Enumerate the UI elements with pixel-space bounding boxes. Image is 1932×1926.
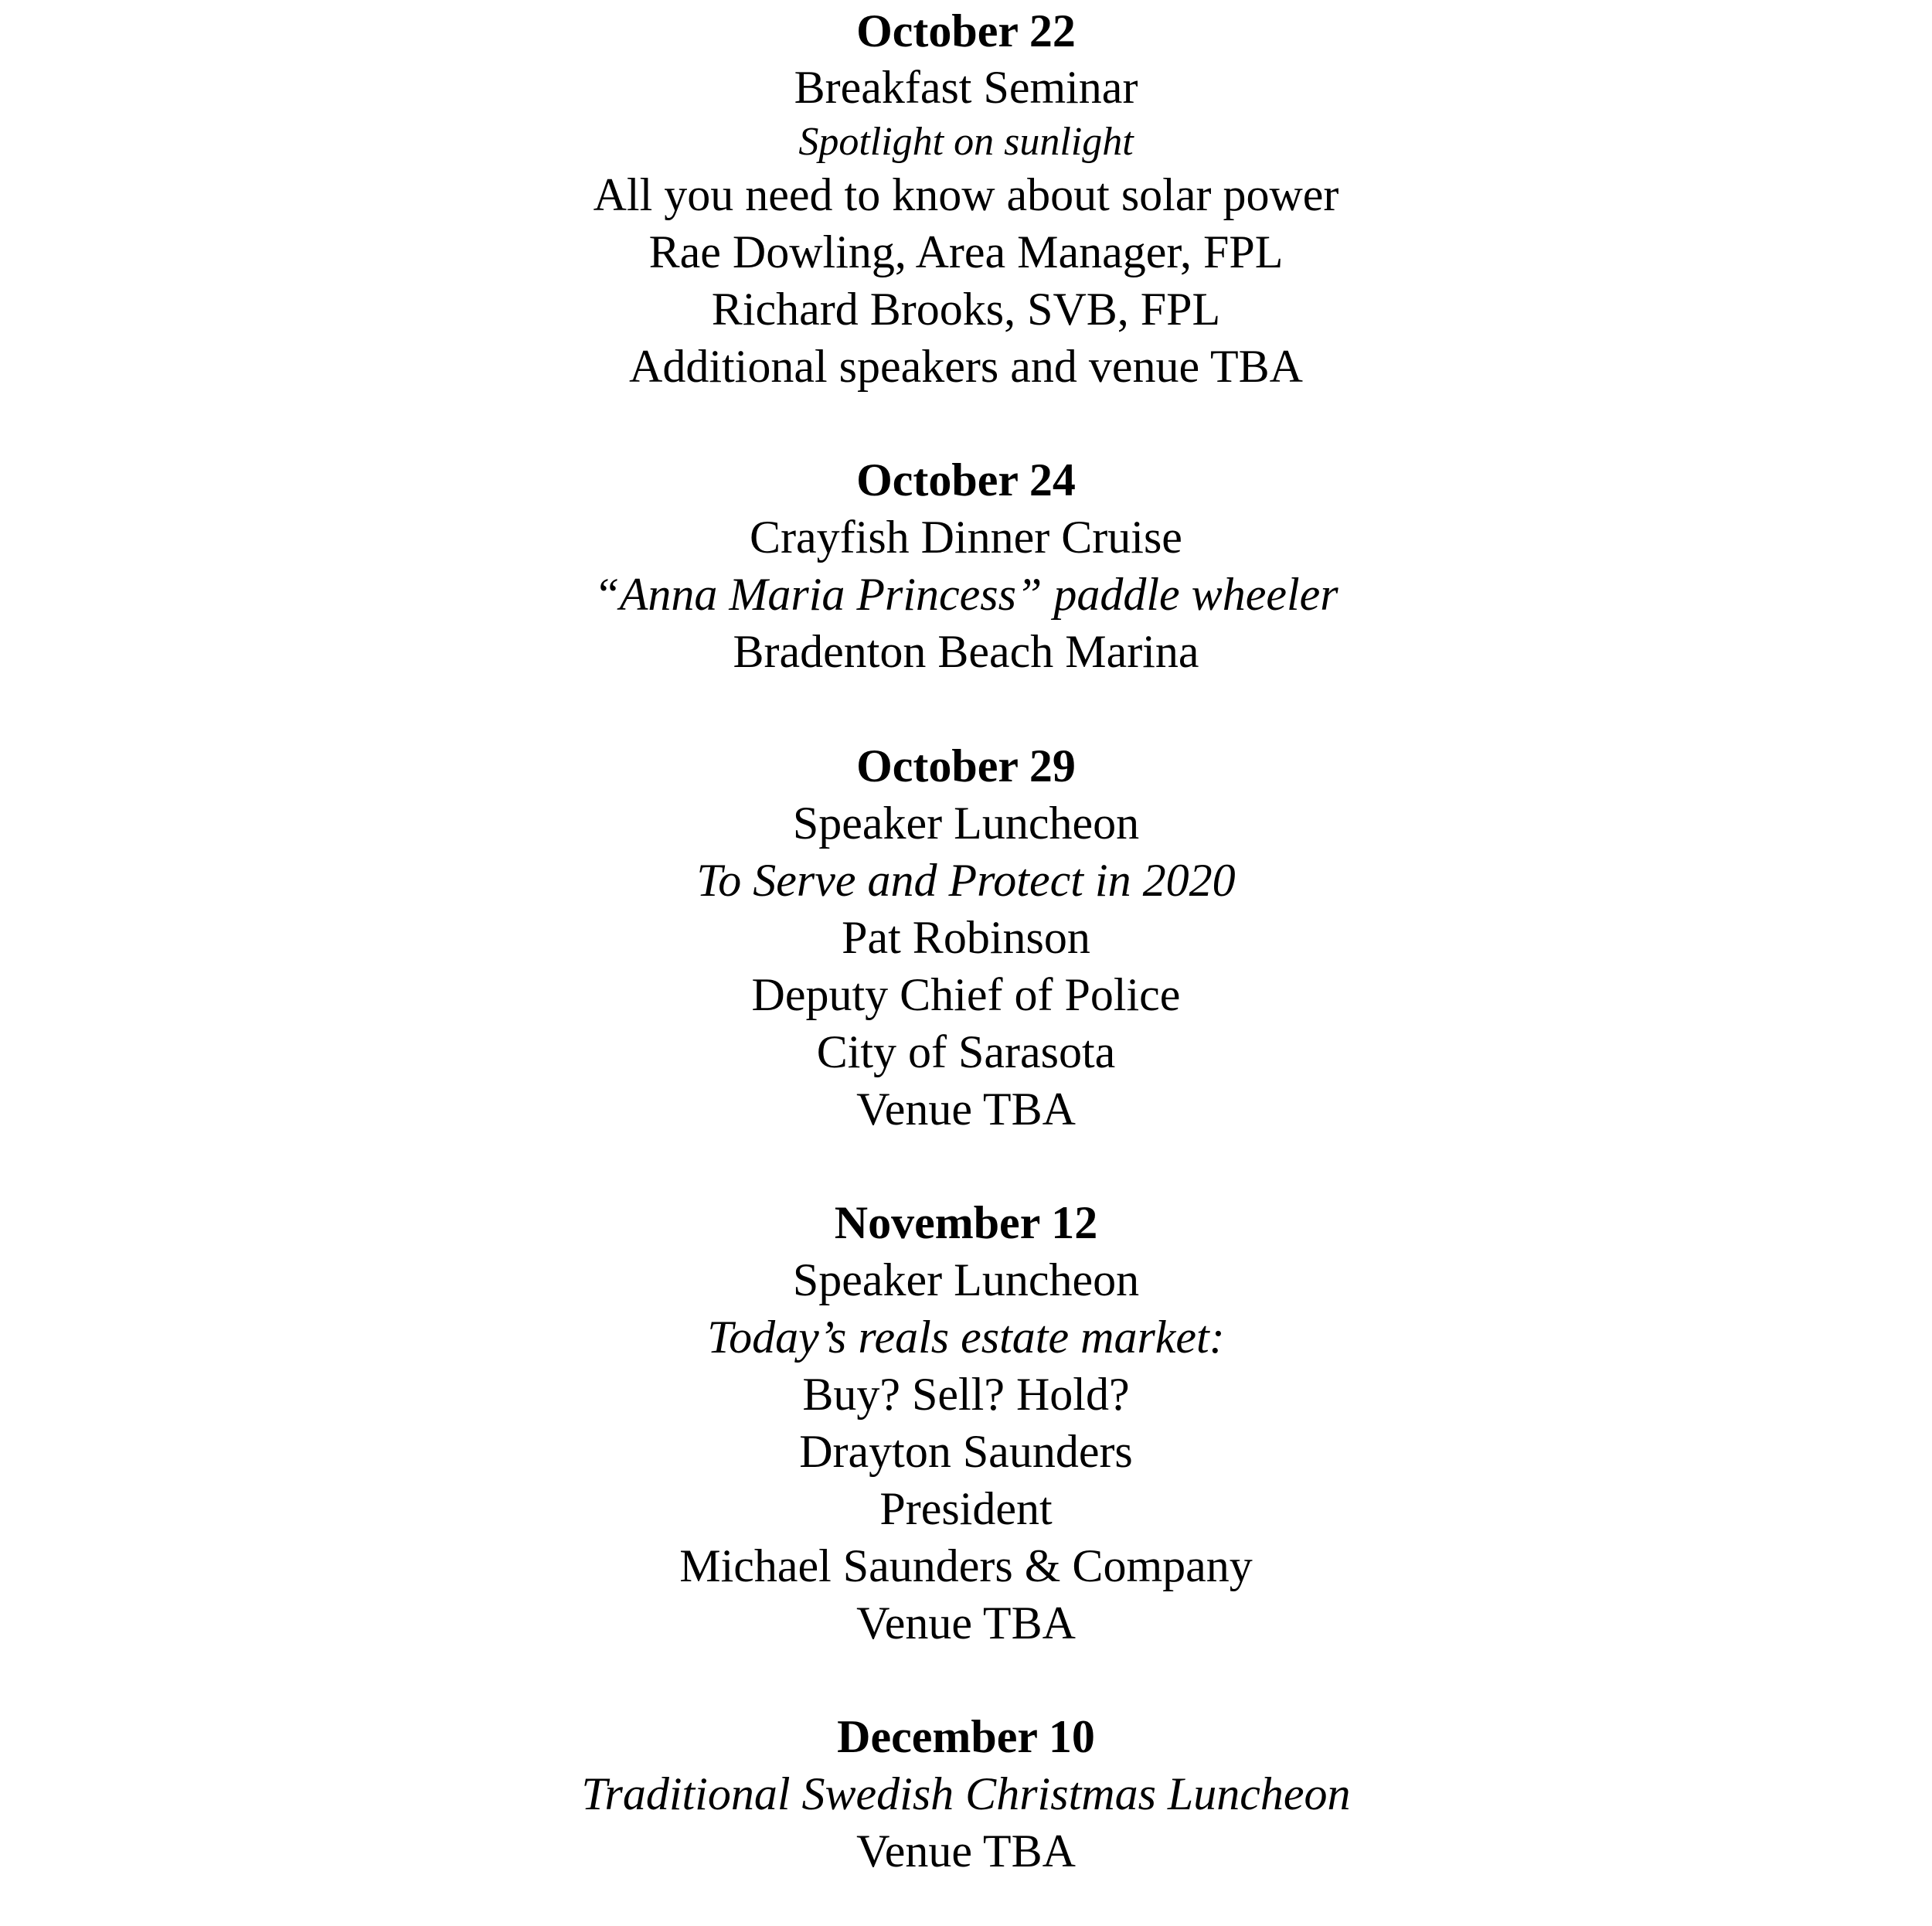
event-venue: Venue TBA (856, 1598, 1076, 1649)
event-subtitle: Spotlight on sunlight (798, 120, 1134, 164)
event-detail: Buy? Sell? Hold? (802, 1369, 1130, 1420)
event-speaker-org: City of Sarasota (816, 1026, 1116, 1077)
event-title: Speaker Luncheon (792, 1254, 1140, 1305)
event-speaker: Richard Brooks, SVB, FPL (711, 284, 1221, 335)
event-detail: All you need to know about solar power (593, 169, 1339, 220)
event-speaker-org: Michael Saunders & Company (679, 1540, 1253, 1591)
event-speaker: Rae Dowling, Area Manager, FPL (648, 226, 1284, 277)
event-speaker: Drayton Saunders (799, 1426, 1133, 1477)
event-title: Traditional Swedish Christmas Luncheon (581, 1768, 1351, 1819)
event-date: October 22 (856, 5, 1076, 56)
event-venue: Venue TBA (856, 1084, 1076, 1135)
event-title: Breakfast Seminar (794, 62, 1138, 113)
event-subtitle: Today’s reals estate market: (707, 1312, 1225, 1363)
event-subtitle: “Anna Maria Princess” paddle wheeler (594, 569, 1338, 620)
event-venue: Additional speakers and venue TBA (628, 341, 1304, 392)
event-title: Crayfish Dinner Cruise (750, 512, 1182, 563)
event-date: November 12 (834, 1197, 1098, 1248)
event-date: October 24 (856, 454, 1076, 505)
event-venue: Venue TBA (856, 1826, 1076, 1877)
event-speaker-title: President (879, 1483, 1053, 1534)
event-date: December 10 (837, 1711, 1095, 1762)
event-venue: Bradenton Beach Marina (733, 626, 1199, 677)
event-speaker-title: Deputy Chief of Police (751, 969, 1181, 1020)
event-speaker: Pat Robinson (842, 912, 1090, 963)
event-date: October 29 (856, 740, 1076, 791)
event-title: Speaker Luncheon (792, 798, 1140, 849)
event-subtitle: To Serve and Protect in 2020 (696, 855, 1236, 906)
